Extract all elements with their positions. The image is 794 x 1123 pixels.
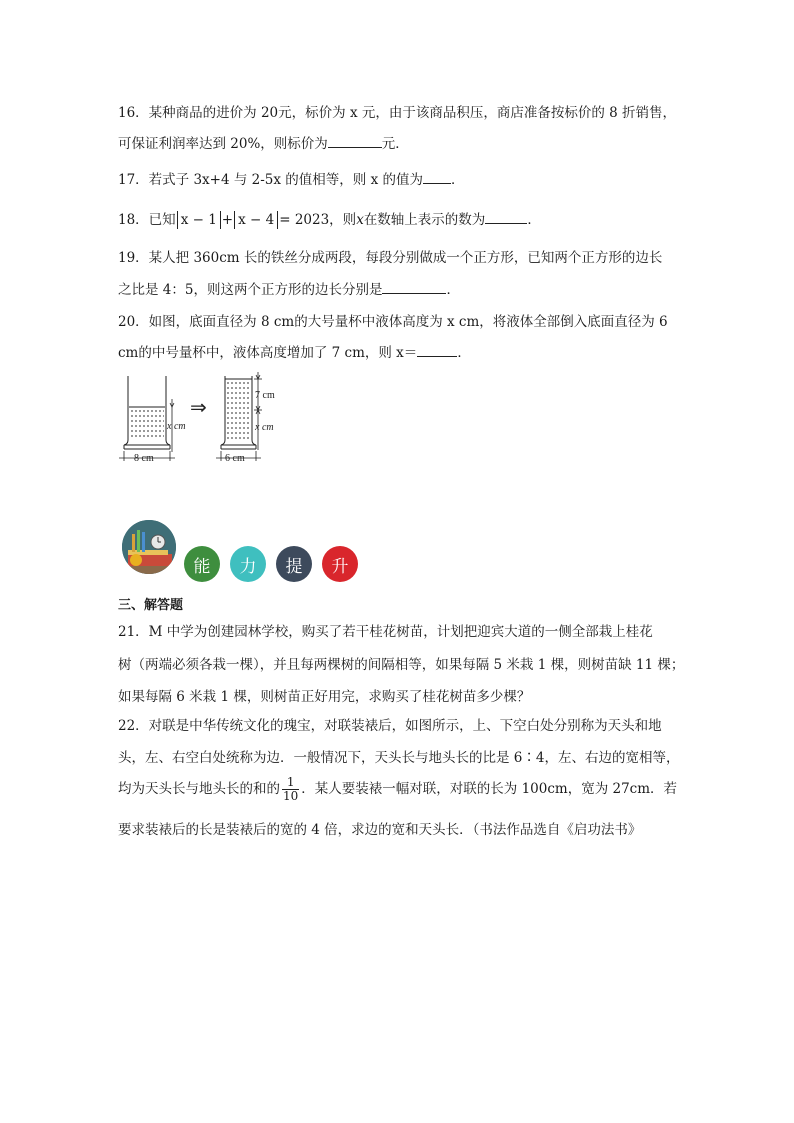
medium-cup [216, 372, 275, 464]
q21-line2: 树（两端必须各栽一棵），并且每两棵树的间隔相等，如果每隔 5 米栽 1 棵，则树苗缺 11 棵； [118, 657, 685, 673]
q22-line3 [118, 776, 677, 803]
q17-text: 17．若式子 3x+4 与 2-5x 的值相等，则 x 的值为 [118, 172, 423, 188]
q19-end: ． [446, 282, 460, 298]
q20-answer-blank [417, 344, 457, 357]
fraction-denominator: 10 [283, 789, 299, 803]
medium-cup-height-label: x cm [255, 422, 274, 433]
badge-neng: 能 [184, 546, 220, 582]
q22-line4: 要求装裱后的长是装裱后的宽的 4 倍，求边的宽和天头长．（书法作品选自《启功法书》 [118, 822, 642, 838]
q22-line3-rest: ．某人要装裱一幅对联，对联的长为 100cm，宽为 27cm．若 [301, 781, 678, 797]
classroom-logo-icon [122, 520, 176, 574]
badge-ti: 提 [276, 546, 312, 582]
q19-answer-blank [382, 281, 446, 294]
q21-line1: 21．M 中学为创建园林学校，购买了若干桂花树苗，计划把迎宾大道的一侧全部栽上桂花 [118, 624, 653, 640]
large-cup-width-label: 8 cm [134, 453, 154, 464]
q16-answer-blank [328, 135, 382, 148]
q20-line2-text: cm的中号量杯中，液体高度增加了 7 cm，则 x＝ [118, 345, 418, 361]
q22-fraction [282, 776, 299, 803]
q22-line2: 头，左、右空白处统称为边．一般情况下，天头长与地头长的比是 6∶4，左、右边的宽相等， [118, 750, 680, 766]
q20-line1: 20．如图，底面直径为 8 cm的大号量杯中液体高度为 x cm，将液体全部倒入底面直径为 6 [118, 314, 668, 330]
q18-line [118, 211, 541, 229]
q18-plus: + [221, 212, 234, 228]
badge-li: 力 [230, 546, 266, 582]
q18-abs-term-1: x − 1 [177, 211, 221, 229]
q18-equals: = 2023，则 [279, 212, 357, 228]
q17-answer-blank [423, 171, 451, 184]
q16-line2 [118, 135, 409, 153]
q16-line2-text: 可保证利润率达到 20%，则标价为 [118, 136, 328, 152]
badge-sheng: 升 [322, 546, 358, 582]
q20-end: ． [457, 345, 471, 361]
q20-line2 [118, 344, 471, 362]
transfer-arrow: ⇒ [190, 395, 207, 419]
q18-prefix: 18．已知 [118, 212, 176, 228]
q16-line2-end: 元． [381, 136, 409, 152]
large-cup-height-label: x cm [167, 421, 186, 432]
measuring-cups-figure [118, 366, 288, 466]
q18-suffix: 在数轴上表示的数为 [363, 212, 486, 228]
ability-improvement-banner [120, 518, 380, 582]
medium-cup-width-label: 6 cm [225, 453, 245, 464]
q19-line1: 19．某人把 360cm 长的铁丝分成两段，每段分别做成一个正方形，已知两个正方形的边长 [118, 250, 663, 266]
q17-line [118, 171, 465, 189]
q22-line3-text: 均为天头长与地头长的和的 [118, 781, 280, 797]
large-cup [119, 376, 186, 464]
q18-abs-term-2: x − 4 [234, 211, 278, 229]
q17-end: ． [451, 172, 465, 188]
q22-line1: 22．对联是中华传统文化的瑰宝，对联装裱后，如图所示，上、下空白处分别称为天头和地 [118, 718, 662, 734]
q21-line3: 如果每隔 6 米栽 1 棵，则树苗正好用完，求购买了桂花树苗多少棵？ [118, 689, 531, 705]
q18-answer-blank [485, 211, 527, 224]
q18-end: ． [527, 212, 541, 228]
medium-cup-increase-label: 7 cm [255, 390, 275, 401]
section-title: 三、解答题 [118, 598, 184, 613]
q19-line2-text: 之比是 4：5，则这两个正方形的边长分别是 [118, 282, 383, 298]
q19-line2 [118, 281, 460, 299]
fraction-numerator: 1 [282, 776, 299, 790]
q16-line1: 16．某种商品的进价为 20元，标价为 x 元，由于该商品积压，商店准备按标价的 8 折销售， [118, 105, 677, 121]
q18-variable: x [356, 212, 364, 228]
